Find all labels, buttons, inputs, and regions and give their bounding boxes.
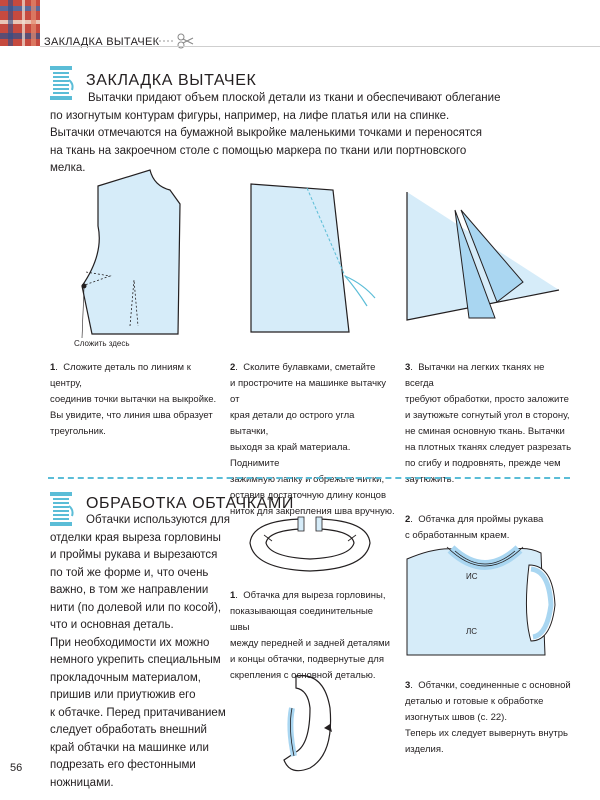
body-line: и проймы рукава и вырезаются (50, 549, 218, 561)
step-caption-2: 2. Сколите булавками, сметайте и прострочите на машинке вытачку от края детали до острого угла вытачки, выходя за край материала. Поднимите зажимную лапку и обрежьте нитки, оставив достаточную длину концов ниток для закрепления шва вручную. (230, 360, 395, 520)
intro-line: по изогнутым контурам фигуры, например, на лифе платья или на спинке. (50, 109, 450, 122)
caption-line: скрепления с основной деталью. (230, 670, 376, 681)
caption-line: Теперь их следует вывернуть внутрь (405, 728, 569, 739)
caption-line: ниток для закрепления шва вручную. (230, 506, 395, 517)
caption-line: Обтачки, соединенные с основной (418, 680, 571, 691)
body-line: Обтачки используются для (86, 514, 230, 526)
running-header: ЗАКЛАДКА ВЫТАЧЕК (44, 36, 160, 48)
body-line: край обтачки на машинке или (50, 741, 209, 754)
body-line: следует обработать внешний (50, 724, 207, 736)
caption-line: и концы обтачки, подвернутые для (230, 654, 384, 665)
caption-line: между передней и задней деталями (230, 638, 390, 649)
facing-step-caption-3: 3. Обтачки, соединенные с основной деталью и готовые к обработке изогнутых швов (с. 22). Теперь их следует вывернуть внутрь изделия. (405, 678, 580, 758)
body-line: При необходимости их можно (50, 636, 210, 649)
body-line: пришив или приутюжив его (50, 689, 196, 701)
facings-body (50, 512, 230, 792)
step-caption-1: 1. Сложите деталь по линиям к центру, соединив точки вытачки на выкройке. Вы увидите, что линия шва образует треугольник. (50, 360, 220, 440)
body-line: ножницами. (50, 776, 114, 789)
caption-line: Сколите булавками, сметайте (243, 362, 376, 373)
caption-line: деталью и готовые к обработке (405, 696, 544, 707)
caption-line: на плотных тканях следует разрезать (405, 442, 572, 453)
intro-line: Вытачки придают объем плоской детали из ткани и обеспечивают облегание (88, 92, 501, 104)
step-number: 3 (405, 362, 411, 373)
caption-line: требуют обработки, просто заложите (405, 394, 569, 405)
step-number: 3 (405, 680, 411, 691)
bodice-with-facings-illustration (405, 545, 565, 668)
caption-line: края детали до острого угла вытачки, (230, 410, 355, 437)
section-title-darts: ЗАКЛАДКА ВЫТАЧЕК (86, 72, 257, 89)
neckline-facing-illustration (242, 505, 377, 585)
section-title-facings: ОБРАБОТКА ОБТАЧКАМИ (86, 495, 294, 512)
caption-line: не сминая основную ткань. Вытачки (405, 426, 565, 437)
caption-line: заутюжить. (405, 474, 455, 485)
caption-line: Вы увидите, что линия шва образует (50, 410, 213, 421)
right-side-label: ЛС (466, 627, 478, 636)
caption-line: по сгибу и подровнять, прежде чем (405, 458, 561, 469)
caption-line: показывающая соединительные швы (230, 606, 374, 633)
fold-here-label: Сложить здесь (74, 339, 130, 348)
caption-line: Сложите деталь по линиям к центру, (50, 362, 191, 389)
step-number: 1 (230, 590, 236, 601)
section-divider (48, 477, 570, 479)
page-number: 56 (10, 762, 23, 774)
facing-step-caption-1: 1. Обтачка для выреза горловины, показывающая соединительные швы между передней и задней деталями и концы обтачки, подвернутые для скрепления с основной деталью. (230, 588, 395, 684)
intro-line: Вытачки отмечаются на бумажной выкройке маленькими точками и переносятся (50, 127, 482, 139)
body-line: важно, в том же направлении (50, 584, 209, 596)
caption-line: с обработанным краем. (405, 530, 510, 541)
step-number: 2 (230, 362, 236, 373)
plaid-corner-decoration (0, 0, 40, 46)
body-line: отделки края выреза горловины (50, 531, 221, 544)
caption-line: Обтачка для проймы рукава (418, 514, 544, 525)
caption-line: Обтачка для выреза горловины, (243, 590, 386, 601)
step-number: 2 (405, 514, 411, 525)
armhole-facing-illustration (270, 668, 340, 783)
body-line: нити (по долевой или по косой), (50, 601, 222, 614)
caption-line: изогнутых швов (с. 22). (405, 712, 507, 723)
intro-paragraph (50, 90, 570, 178)
body-line: к обтачке. Перед притачиванием (50, 706, 226, 719)
facing-step-caption-2: 2. Обтачка для проймы рукава с обработанным краем. (405, 512, 575, 544)
intro-line: мелка. (50, 162, 86, 174)
step-caption-3: 3. Вытачки на легких тканях не всегда требуют обработки, просто заложите и заутюжьте согнутый угол в сторону, не сминая основную ткань. Вытачки на плотных тканях следует разрезать по сгибу и подровнять, прежде чем заутюжить. (405, 360, 575, 488)
body-line: немного укрепить специальным (50, 654, 221, 666)
caption-line: треугольник. (50, 426, 106, 437)
body-line: что и основная деталь. (50, 619, 174, 631)
body-line: по той же форме и, что очень (50, 566, 209, 579)
wrong-side-label: ИС (466, 572, 478, 581)
caption-line: зажимную лапку и обрежьте нитки, (230, 474, 385, 485)
caption-line: Вытачки на легких тканях не всегда (405, 362, 545, 389)
body-line: подрезать его фестонными (50, 759, 196, 771)
caption-line: изделия. (405, 744, 444, 755)
intro-line: на ткань на закроечном столе с помощью маркера по ткани или портновского (50, 144, 467, 157)
stitched-dart-illustration (245, 178, 385, 343)
scissors-dashed-line (155, 33, 195, 54)
caption-line: и заутюжьте согнутый угол в сторону, (405, 410, 570, 421)
step-number: 1 (50, 362, 56, 373)
caption-line: соединив точки вытачки на выкройке. (50, 394, 217, 405)
bodice-dart-illustration (70, 168, 190, 351)
caption-line: и прострочите на машинке вытачку от (230, 378, 387, 405)
body-line: прокладочным материалом, (50, 671, 201, 684)
caption-line: выходя за край материала. Поднимите (230, 442, 351, 469)
header-rule (40, 46, 600, 47)
pressed-dart-illustration (405, 190, 565, 335)
caption-line: оставив достаточную длину концов (230, 490, 387, 501)
